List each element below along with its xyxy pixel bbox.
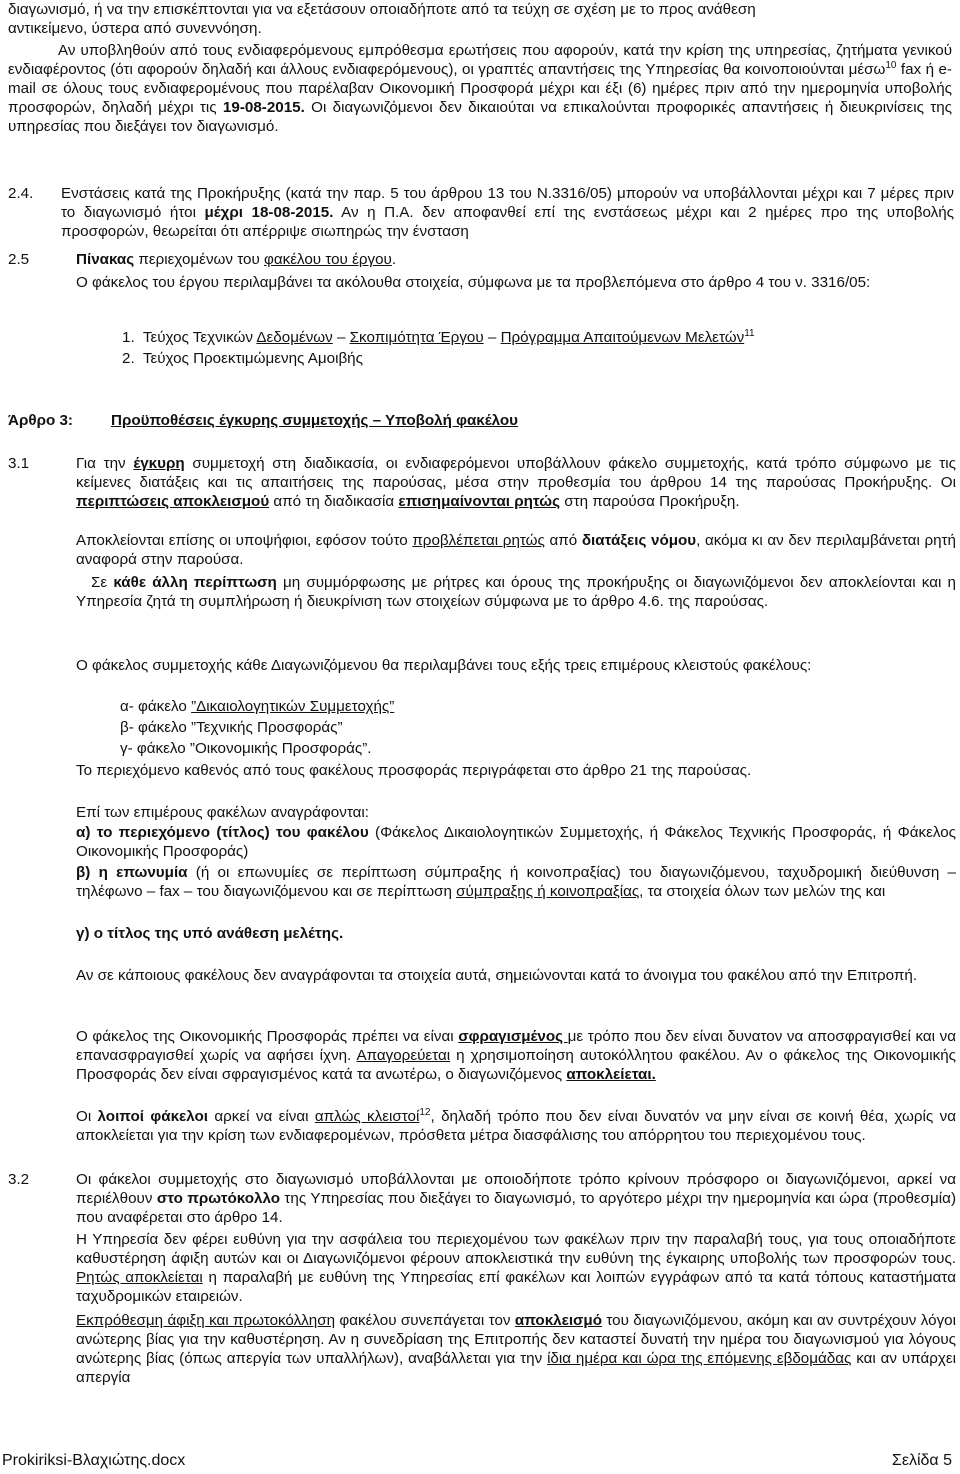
envelope-item: β- φάκελο ”Τεχνικής Προσφοράς” <box>120 719 343 736</box>
label-name: β) η επωνυμία (ή οι επωνυμίες σε περίπτωση σύμπραξης ή κοινοπραξίας) του διαγωνιζόμενου, ταχυδρομική διεύθυνση – τηλέφωνο – fax – του διαγωνιζόμενου και σε περίπτωση σύμπραξης ή κοινοπραξίας, τα στοιχεία όλων των μελών της και <box>76 864 956 900</box>
liability-paragraph: Η Υπηρεσία δεν φέρει ευθύνη για την ασφάλεια του περιεχομένου των φακέλων πριν την παραλαβή τους, για τους οποιαδήποτε καθυστέρηση άφιξη αυτών και οι Διαγωνιζόμενοι φέρουν αποκλειστικά την ευθύνη της έγκαιρης υποβολής των προσφορών τους. Ρητώς αποκλείεται η παραλαβή με ευθύνη της Υπηρεσίας επί φακέλων και λοιπών εγγράφων από τα κατά τόπους καταστήματα ταχυδρομικών εταιρειών. <box>76 1231 956 1305</box>
project-file-text: Ο φάκελος του έργου περιλαμβάνει τα ακόλουθα στοιχεία, σύμφωνα με τα προβλεπόμενα στο άρθρο 4 του ν. 3316/05: <box>76 274 871 291</box>
article-title: Προϋποθέσεις έγκυρης συμμετοχής – Υποβολή φακέλου <box>111 412 518 429</box>
label-title: α) το περιεχόμενο (τίτλος) του φακέλου (Φάκελος Δικαιολογητικών Συμμετοχής, ή Φάκελος Τεχνικής Προσφοράς, ή Φάκελος Οικονομικής Προσφοράς) <box>76 824 956 860</box>
section-number-2-4: 2.4. <box>8 185 34 202</box>
section-number-3-1: 3.1 <box>8 455 30 472</box>
footer-page-number: Σελίδα 5 <box>891 1452 952 1469</box>
envelope-item: α- φάκελο ”Δικαιολογητικών Συμμετοχής” <box>120 698 395 715</box>
exclusion-paragraph: Αποκλείονται επίσης οι υποψήφιοι, εφόσον τούτο προβλέπεται ρητώς από διατάξεις νόμου, ακόμα κι αν δεν περιλαμβάνεται ρητή αναφορά στην παρούσα. <box>76 532 956 568</box>
non-compliance-paragraph: Σε κάθε άλλη περίπτωση μη συμμόρφωσης με ρήτρες και όρους της προκήρυξης οι διαγωνιζόμενοι δεν αποκλείονται και η Υπηρεσία ζητά τη συμπλήρωση ή διευκρίνιση των στοιχείων σύμφωνα με το άρθρο 4.6. της παρούσας. <box>76 574 956 610</box>
section-number-2-5: 2.5 <box>8 251 30 268</box>
late-submission-paragraph: Εκπρόθεσμη άφιξη και πρωτοκόλληση φακέλου συνεπάγεται τον αποκλεισμό του διαγωνιζόμενου, ακόμη και αν συντρέχουν λόγοι ανώτερης βίας για την καθυστέρηση. Αν η συνεδρίαση της Επιτροπής δεν καταστεί δυνατή την ημέρα του διαγωνισμού για λόγους ανώτερης βίας (όπως απεργία των υπαλλήλων), αναβάλλεται για την ίδια ημέρα και ώρα της επόμενης εβδομάδας και αν υπάρχει απεργία <box>76 1312 957 1386</box>
footer-filename: Prokiriksi-Βλαχιώτης.docx <box>2 1452 186 1469</box>
clarifications-paragraph: Αν υποβληθούν από τους ενδιαφερόμενους εμπρόθεσμα ερωτήσεις που αφορούν, κατά την κρίση της υπηρεσίας, ζητήματα γενικού ενδιαφέροντος (ότι αφορούν δηλαδή και άλλους ενδιαφερόμενους), οι γραπτές απαντήσεις της Υπηρεσίας θα κοινοποιούνται μέσω$^{10}$ fax ή e-mail σε όλους τους ενδιαφερομένους που παρέλαβαν Οικονομική Προσφορά μέχρι και έξι (6) ημέρες πριν από την ημερομηνία υποβολής προσφορών, δηλαδή μέχρι τις 19-08-2015. Οι διαγωνιζόμενοι δεν δικαιούται να επικαλούνται προφορικές απαντήσεις ή διευκρινίσεις της υπηρεσίας που διεξάγει τον διαγωνισμό. <box>8 42 952 135</box>
section-number-3-2: 3.2 <box>8 1171 30 1188</box>
project-file-heading: Πίνακας περιεχομένων του φακέλου του έργου. <box>76 251 397 268</box>
sealed-envelope-paragraph: Ο φάκελος της Οικονομικής Προσφοράς πρέπει να είναι σφραγισμένος με τρόπο που δεν είναι δυνατον να αποσφραγισθεί και να επανασφραγισθεί χωρίς να αφήσει ίχνη. Απαγορεύεται η χρησιμοποίηση αυτοκόλλητου φακέλου. Αν ο φάκελος της Οικονομικής Προσφοράς δεν είναι σφραγισμένος κατά τα ανωτέρω, ο διαγωνιζόμενος αποκλείεται. <box>76 1028 957 1083</box>
missing-data-paragraph: Αν σε κάποιους φακέλους δεν αναγράφονται τα στοιχεία αυτά, σημειώνονται κατά το άνοιγμα του φακέλου από την Επιτροπή. <box>76 967 918 984</box>
eligibility-paragraph: Για την έγκυρη συμμετοχή στη διαδικασία, οι ενδιαφερόμενοι υποβάλλουν φάκελο συμμετοχής, κατά τρόπο σύμφωνο με τις κείμενες διατάξεις και τις απαιτήσεις της παρούσας, μέσα στην προθεσμία του άρθρου 14 της παρούσας Προκήρυξης. Οι περιπτώσεις αποκλεισμού από τη διαδικασία επισημαίνονται ρητώς στη παρούσα Προκήρυξη. <box>76 455 956 510</box>
list-item: 1. Τεύχος Τεχνικών Δεδομένων – Σκοπιμότητα Έργου – Πρόγραμμα Απαιτούμενων Μελετών$^{11}$ <box>122 327 755 346</box>
label-project-title: γ) ο τίτλος της υπό ανάθεση μελέτης. <box>76 925 344 942</box>
intro-line-2: αντικείμενο, ύστερα από συνεννόηση. <box>8 20 262 37</box>
intro-line-1: διαγωνισμό, ή να την επισκέπτονται για να εξετάσουν οποιαδήποτε από τα τεύχη σε σχέση με το προς ανάθεση <box>8 1 756 18</box>
envelopes-intro: Ο φάκελος συμμετοχής κάθε Διαγωνιζόμενου θα περιλαμβάνει τους εξής τρεις επιμέρους κλειστούς φακέλους: <box>76 657 812 674</box>
submission-paragraph: Οι φάκελοι συμμετοχής στο διαγωνισμό υποβάλλονται με οποιοδήποτε τρόπο κρίνουν πρόσφορο οι διαγωνιζόμενοι, αρκεί να περιέλθουν στο πρωτόκολλο της Υπηρεσίας που διεξάγει το διαγωνισμό, το αργότερο μέχρι την ημερομηνία και ώρα (προθεσμία) που αναφέρεται στο άρθρο 14. <box>76 1171 957 1226</box>
other-envelopes-paragraph: Οι λοιποί φάκελοι αρκεί να είναι απλώς κλειστοί$^{12}$, δηλαδή τρόπο που δεν είναι δυνατόν να μην είναι σε κοινή θέα, χωρίς να αποκλείεται για την κρίση των ενδιαφερομένων, πρόσθετα μέτρα διασφάλισης του απόρρητου του περιεχομένου τους. <box>76 1106 956 1144</box>
article-label: Άρθρο 3: <box>8 412 73 429</box>
list-item: 2. Τεύχος Προεκτιμώμενης Αμοιβής <box>122 350 363 367</box>
envelope-item: γ- φάκελο ”Οικονομικής Προσφοράς”. <box>120 740 372 757</box>
objections-paragraph: Ενστάσεις κατά της Προκήρυξης (κατά την παρ. 5 του άρθρου 13 του Ν.3316/05) μπορούν να υποβάλλονται μέχρι και 7 μέρες πριν το διαγωνισμό ήτοι μέχρι 18-08-2015. Αν η Π.Α. δεν αποφανθεί επί της ενστάσεως μέχρι και 2 ημέρες προ της υποβολής προσφορών, θεωρείται ότι απέρριψε σιωπηρώς την ένσταση <box>61 185 954 240</box>
envelopes-content-note: Το περιεχόμενο καθενός από τους φακέλους προσφοράς περιγράφεται στο άρθρο 21 της παρούσας. <box>76 762 752 779</box>
envelope-labels-intro: Επί των επιμέρους φακέλων αναγράφονται: <box>76 804 369 821</box>
